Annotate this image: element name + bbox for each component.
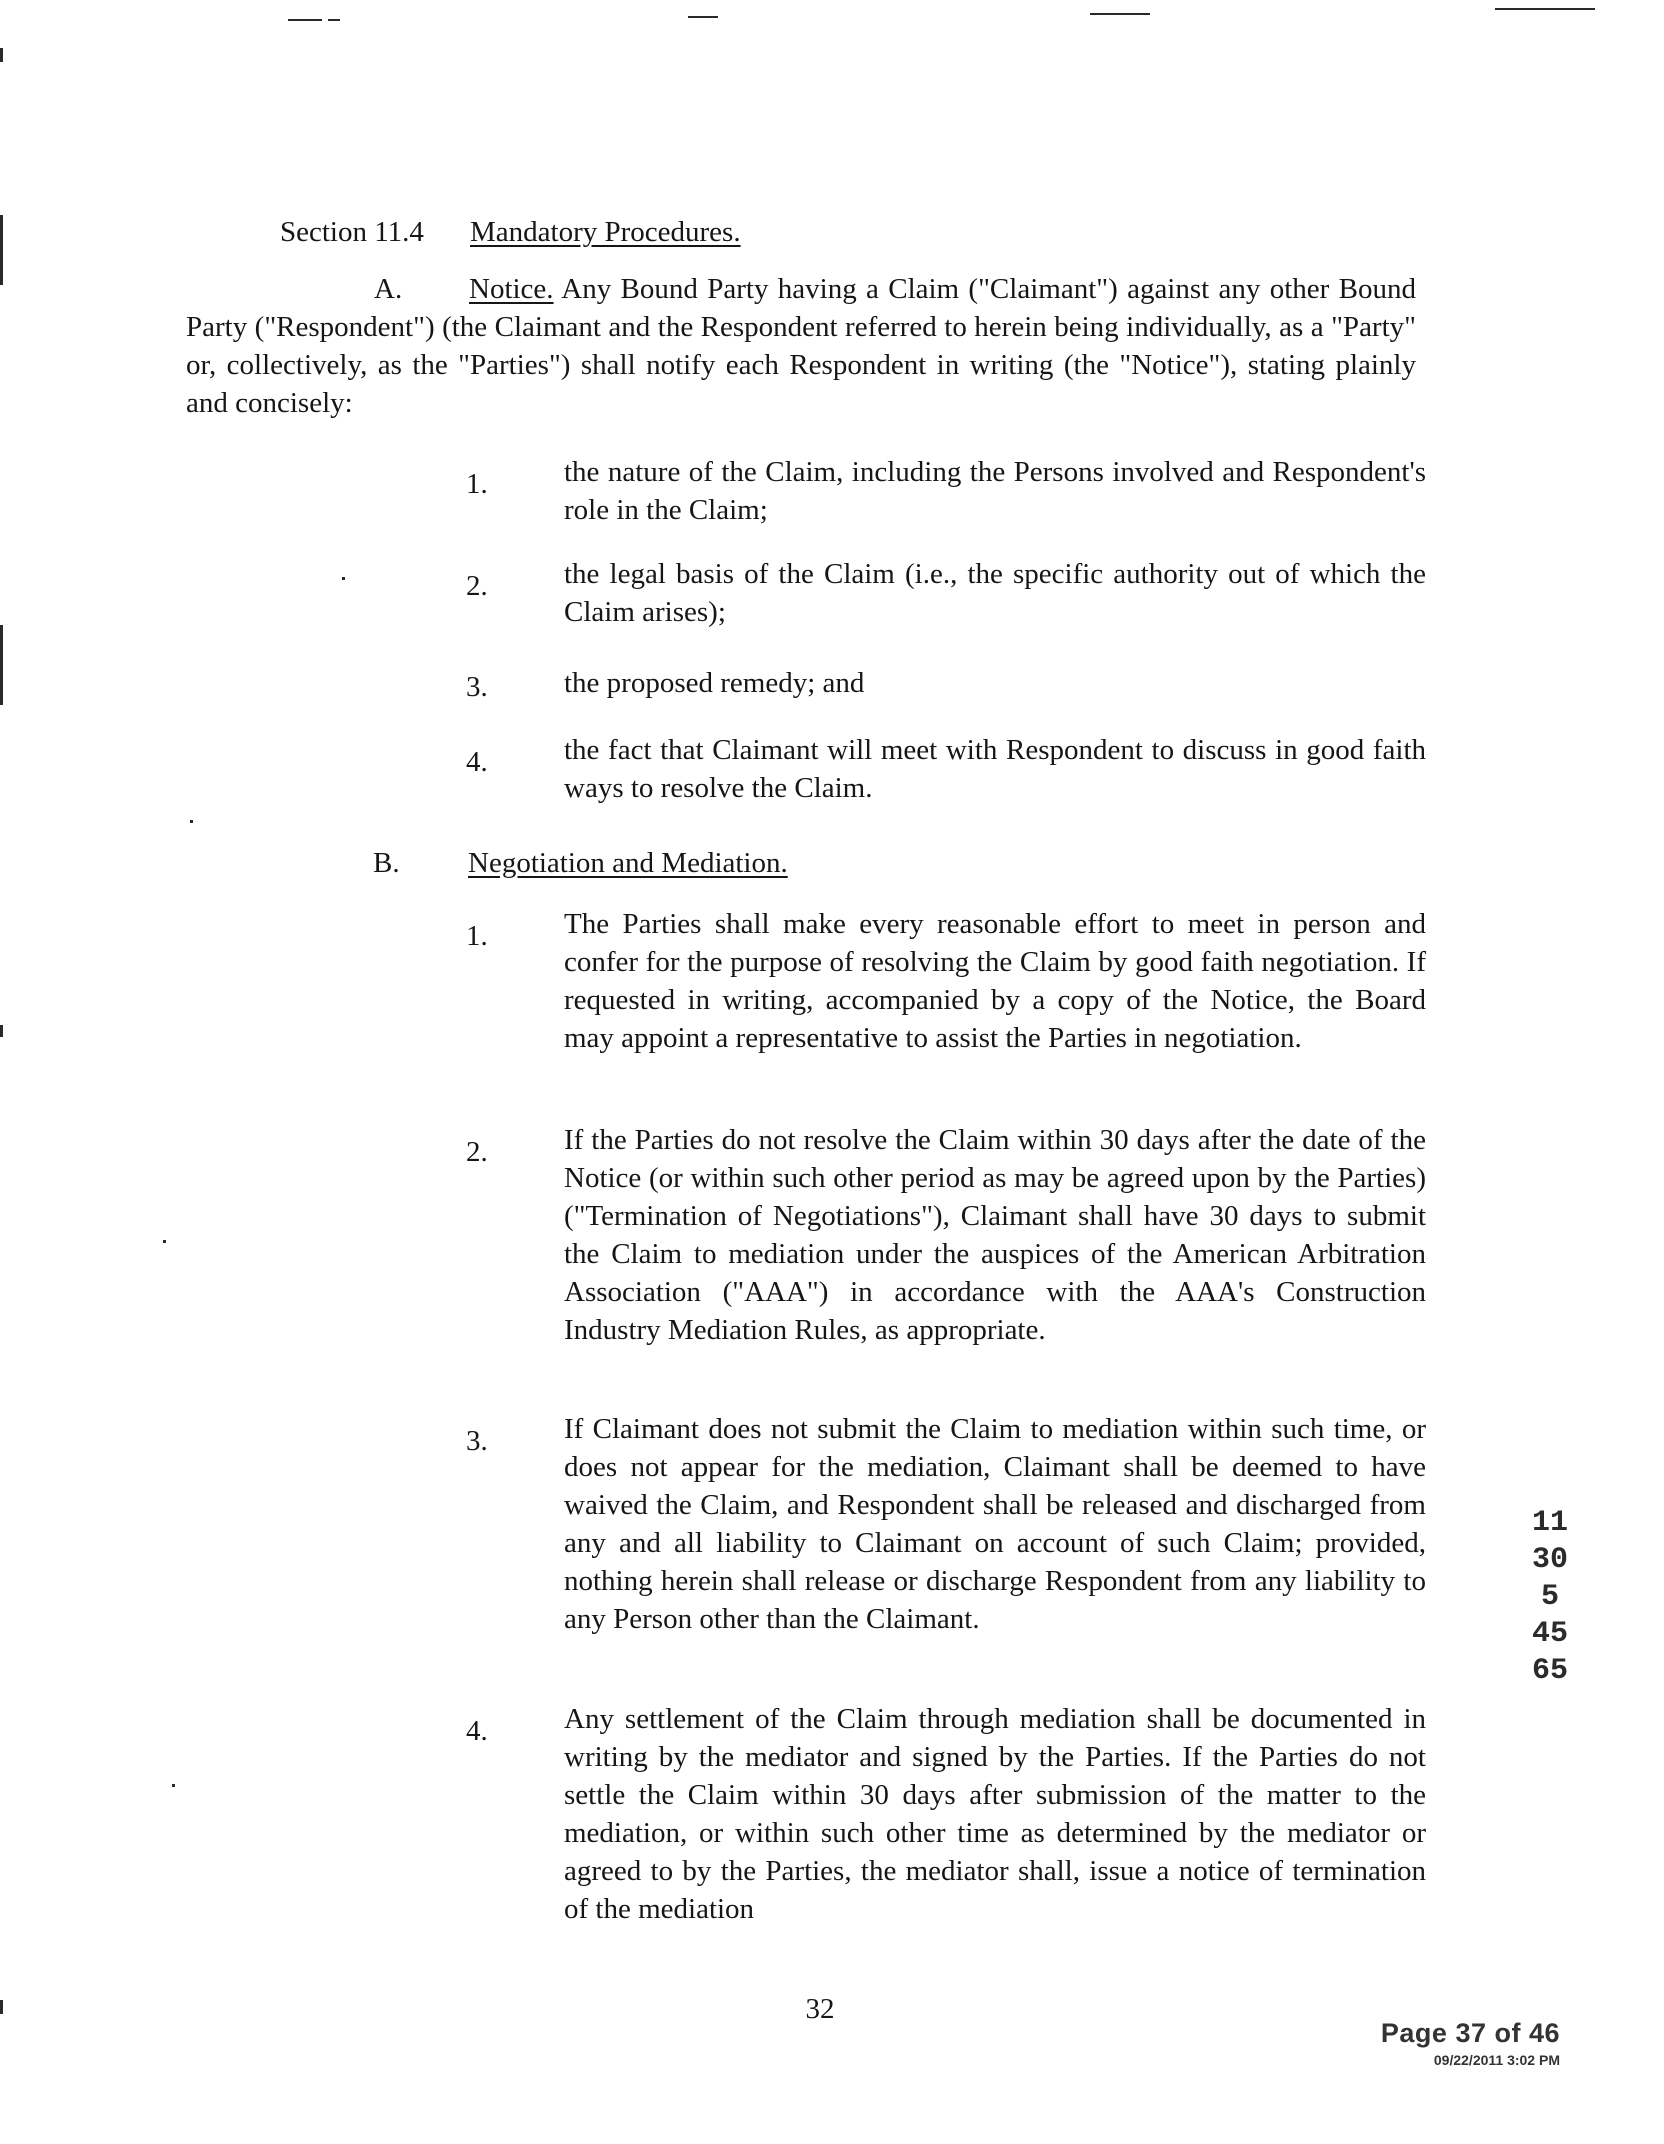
scan-mark <box>0 48 3 62</box>
scan-mark <box>0 1025 3 1037</box>
section-title: Mandatory Procedures. <box>470 216 741 248</box>
item-text: the legal basis of the Claim (i.e., the specific authority out of which the Claim arises); <box>564 558 1426 628</box>
item-text: If Claimant does not submit the Claim to mediation within such time, or does not appear for the mediation, Claimant shall be deemed to have waived the Claim, and Respondent shall be released and discharged from any and all liability to Claimant on account of such Claim; provided, nothing herein shall release or discharge Respondent from any liability to any Person other than the Claimant. <box>564 1413 1426 1635</box>
paragraph-a <box>186 270 1416 422</box>
item-number: 2. <box>466 1136 488 1168</box>
scan-mark <box>342 577 345 580</box>
section-heading <box>280 213 741 251</box>
section-number: Section 11.4 <box>280 216 424 248</box>
scan-mark <box>1495 8 1595 10</box>
paragraph-a-heading: Notice. <box>469 273 554 305</box>
item-text: the fact that Claimant will meet with Respondent to discuss in good faith ways to resolve the Claim. <box>564 734 1426 804</box>
paragraph-a-body: Any Bound Party having a Claim ("Claimant") against any other Bound Party ("Respondent") (the Claimant and the Respondent referred to herein being individually, as a "Party" or, collectively, as the "Parties") shall notify each Respondent in writing (the "Notice"), stating plainly and concisely: <box>186 273 1416 419</box>
paragraph-b-title: Negotiation and Mediation. <box>468 847 788 879</box>
paragraph-b-heading <box>373 844 788 882</box>
item-number: 4. <box>466 1715 488 1747</box>
page-number: 32 <box>805 1993 835 2025</box>
scan-mark <box>288 19 322 21</box>
paragraph-a-letter: A. <box>374 273 403 305</box>
scan-mark <box>0 2000 3 2014</box>
item-number: 1. <box>466 920 488 952</box>
scan-mark <box>190 820 193 823</box>
footer-datetime: 09/22/2011 3:02 PM <box>1433 2052 1560 2068</box>
item-number: 2. <box>466 570 488 602</box>
scan-mark <box>1090 13 1150 15</box>
item-number: 4. <box>466 746 488 778</box>
item-text: The Parties shall make every reasonable effort to meet in person and confer for the purpose of resolving the Claim by good faith negotiation. If requested in writing, accompanied by a copy of the Notice, the Board may appoint a representative to assist the Parties in negotiation. <box>564 908 1426 1054</box>
item-text: the nature of the Claim, including the Persons involved and Respondent's role in the Claim; <box>564 456 1426 526</box>
footer-page-label: Page 37 of 46 <box>1380 2018 1560 2048</box>
item-number: 1. <box>466 468 488 500</box>
item-text: If the Parties do not resolve the Claim within 30 days after the date of the Notice (or within such other period as may be agreed upon by the Parties) ("Termination of Negotiations"), Claimant shall have 30 days to submit the Claim to mediation under the auspices of the American Arbitration Association ("AAA") in accordance with the AAA's Construction Industry Mediation Rules, as appropriate. <box>564 1124 1426 1346</box>
scan-mark <box>0 215 3 285</box>
scan-mark <box>172 1784 175 1787</box>
item-text: Any settlement of the Claim through mediation shall be documented in writing by the mediator and signed by the Parties. If the Parties do not settle the Claim within 30 days after submission of the matter to the mediation, or within such other time as determined by the mediator or agreed to by the Parties, the mediator shall, issue a notice of termination of the mediation <box>564 1703 1426 1925</box>
paragraph-b-letter: B. <box>373 847 400 879</box>
item-number: 3. <box>466 671 488 703</box>
scan-mark <box>163 1240 166 1243</box>
scan-mark <box>688 16 718 18</box>
scan-mark <box>328 19 340 21</box>
item-number: 3. <box>466 1425 488 1457</box>
recording-number: 11305 4565 <box>1531 1506 1568 1688</box>
item-text: the proposed remedy; and <box>564 667 865 699</box>
scan-mark <box>0 625 3 705</box>
